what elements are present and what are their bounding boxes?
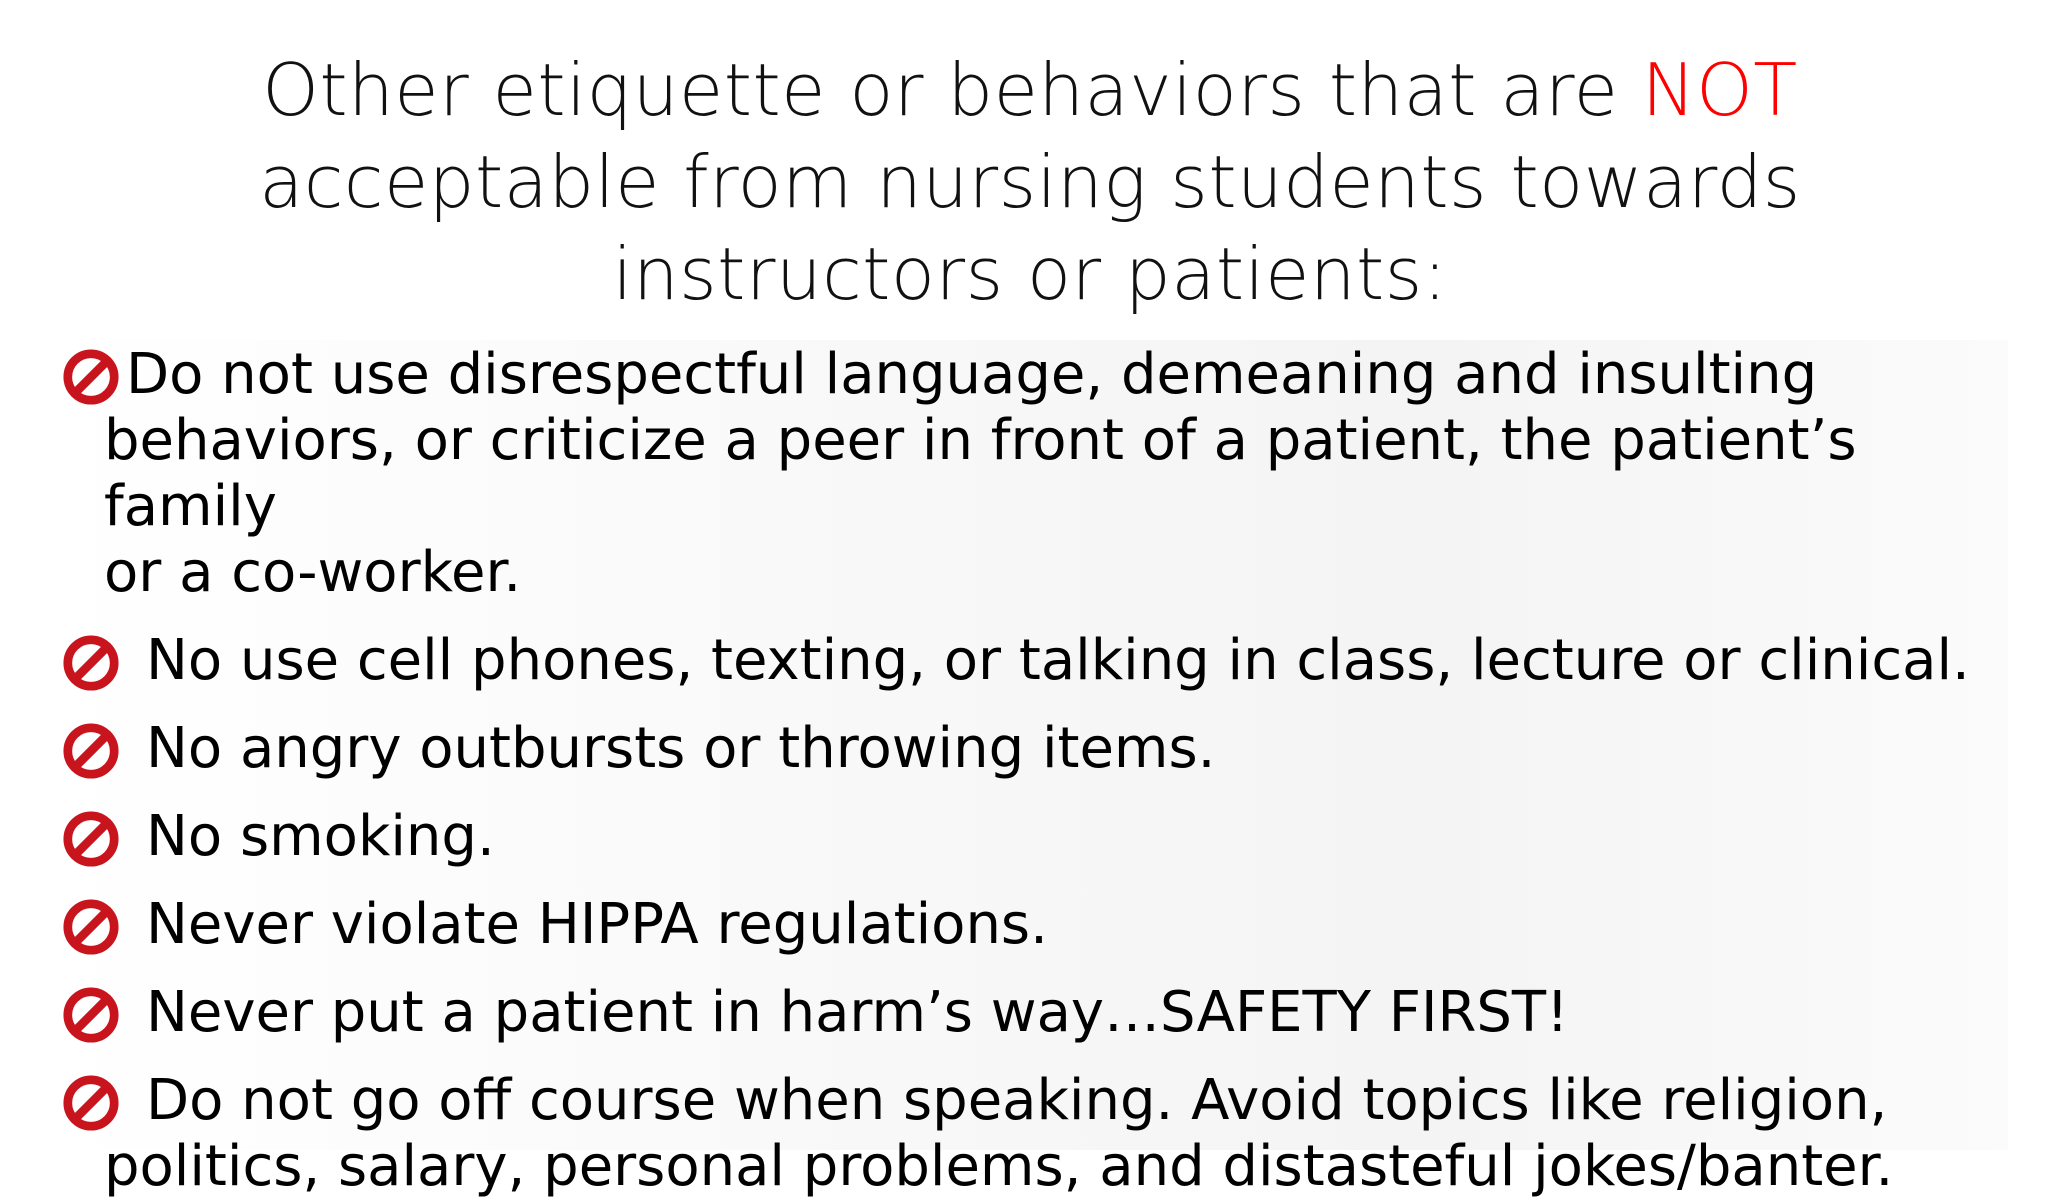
list-item: [62, 892, 2022, 958]
title-line-3: instructors or patients:: [612, 232, 1448, 316]
list-item-text-continued: behaviors, or criticize a peer in front of a patient, the patient’s family: [104, 408, 1857, 539]
prohibited-icon: [62, 722, 120, 780]
list-item-text: No use cell phones, texting, or talking in class, lecture or clinical.: [146, 628, 1970, 693]
list-item: [62, 716, 2022, 782]
list-item: [62, 804, 2022, 870]
list-item-text: No angry outbursts or throwing items.: [146, 716, 1216, 781]
list-item: [62, 980, 2022, 1046]
prohibited-icon: [62, 898, 120, 956]
list-item: [62, 342, 2022, 606]
list-item-text: Never violate HIPPA regulations.: [146, 892, 1048, 957]
prohibited-icon: [62, 634, 120, 692]
list-item-text-continued: politics, salary, personal problems, and distasteful jokes/banter.: [104, 1134, 1894, 1199]
list-item-text: Do not go off course when speaking. Avoid topics like religion,: [146, 1068, 1888, 1133]
prohibited-icon: [62, 1074, 120, 1132]
prohibited-icon: [62, 348, 120, 406]
rules-list: [62, 342, 2022, 1200]
title-text: Other etiquette or behaviors that are: [262, 48, 1642, 132]
list-item-text: Do not use disrespectful language, demeaning and insulting: [126, 342, 1818, 407]
list-item: [62, 1068, 2022, 1200]
slide-title: [180, 44, 1880, 320]
list-item-text-continued: or a co-worker.: [104, 540, 522, 605]
title-line-2: acceptable from nursing students towards: [259, 140, 1801, 224]
title-accent-not: NOT: [1641, 48, 1798, 132]
title-line-1: [180, 44, 1880, 136]
prohibited-icon: [62, 986, 120, 1044]
prohibited-icon: [62, 810, 120, 868]
list-item: [62, 628, 2022, 694]
list-item-text: Never put a patient in harm’s way…SAFETY FIRST!: [146, 980, 1569, 1045]
list-item-text: No smoking.: [146, 804, 495, 869]
